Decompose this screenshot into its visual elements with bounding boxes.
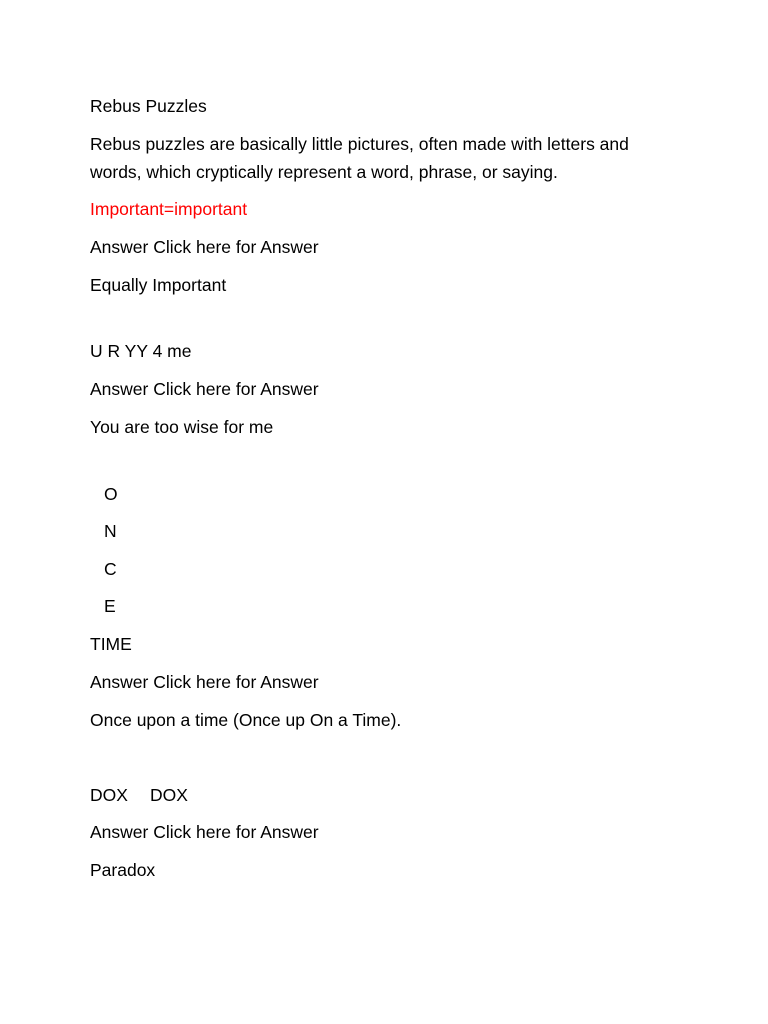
- answer-prefix: Answer: [90, 822, 149, 842]
- puzzle-3-letter-o: O: [104, 484, 118, 504]
- puzzle-3-clue-word: TIME: [90, 634, 132, 654]
- puzzle-2-answer-row: [90, 375, 319, 403]
- puzzle-1-answer-link[interactable]: Click here for Answer: [153, 237, 319, 257]
- puzzle-3-answer-row: [90, 668, 319, 696]
- document-title: Rebus Puzzles: [90, 96, 207, 116]
- answer-prefix: Answer: [90, 379, 149, 399]
- puzzle-4-clue-word-1: DOX: [90, 785, 128, 805]
- puzzle-4-clue-word-2: DOX: [149, 785, 188, 805]
- puzzle-3-letter-n: N: [104, 521, 117, 541]
- puzzle-4-clue: [90, 781, 188, 809]
- puzzle-1-answer: Equally Important: [90, 275, 227, 295]
- puzzle-2-answer-link[interactable]: Click here for Answer: [153, 379, 319, 399]
- puzzle-4-answer-link[interactable]: Click here for Answer: [153, 822, 319, 842]
- puzzle-4-answer: Paradox: [90, 860, 156, 880]
- puzzle-1-clue: Important=important: [90, 199, 248, 219]
- puzzle-3-letter-e: E: [104, 596, 116, 616]
- puzzle-3-answer-link[interactable]: Click here for Answer: [153, 672, 319, 692]
- puzzle-2-clue: U R YY 4 me: [90, 341, 192, 361]
- puzzle-3-letter-c: C: [104, 559, 117, 579]
- puzzle-3-answer: Once upon a time (Once up On a Time).: [90, 710, 402, 730]
- puzzle-2-answer: You are too wise for me: [90, 417, 274, 437]
- answer-prefix: Answer: [90, 672, 149, 692]
- puzzle-4-answer-row: [90, 818, 319, 846]
- intro-paragraph: Rebus puzzles are basically little pictures, often made with letters and words, which cryptically represent a word, phrase, or saying.: [90, 134, 629, 182]
- puzzle-1-answer-row: [90, 233, 319, 261]
- answer-prefix: Answer: [90, 237, 149, 257]
